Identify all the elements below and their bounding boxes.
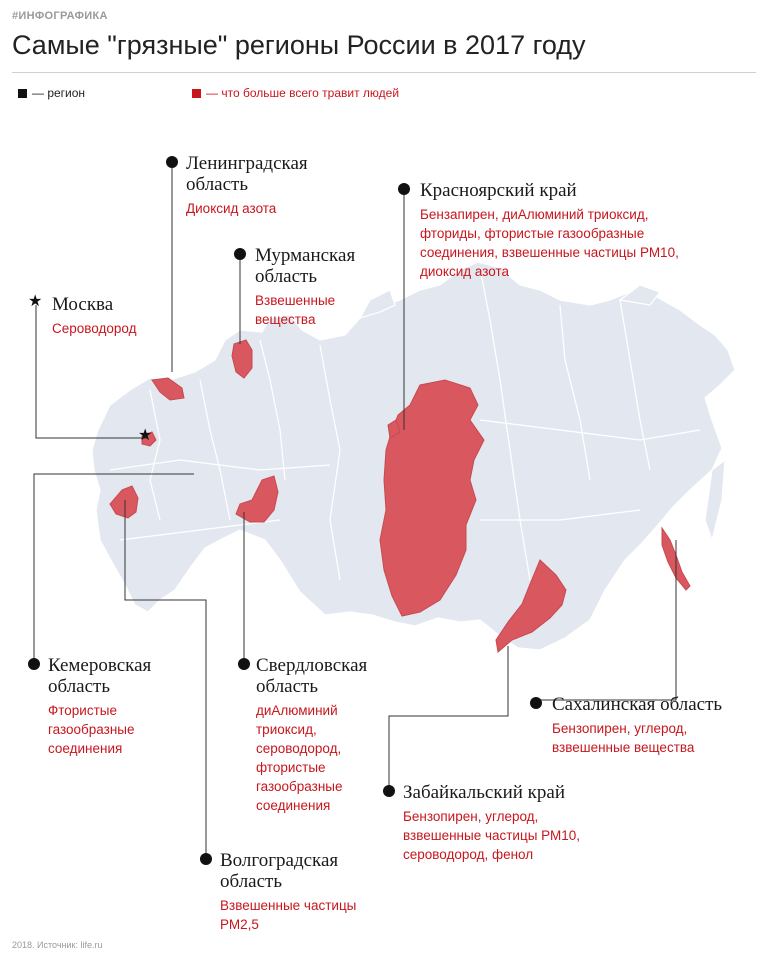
sakhalin-pollutant-line2: взвешенные вещества: [552, 740, 695, 755]
leningrad-marker-dot: [166, 156, 178, 168]
sverdlovsk-name-line1: Свердловская: [256, 655, 368, 676]
sakhalin-marker-dot: [530, 697, 542, 709]
kemerovo-pollutant-line2: газообразные: [48, 722, 135, 737]
krasnoyarsk-marker-dot: [398, 183, 410, 195]
callout-sakhalin: [552, 694, 722, 757]
volgograd-pollutant-line1: Взвешенные частицы: [220, 898, 357, 913]
callout-zabaikalsky: [403, 782, 580, 864]
sverdlovsk-marker-dot: [238, 658, 250, 670]
legend-pollutant-label: — что больше всего травит людей: [206, 86, 400, 100]
leningrad-name-line1: Ленинградская: [186, 153, 308, 174]
callout-leningrad: [186, 153, 308, 218]
sverdlovsk-pollutant-line4: фтористые: [256, 760, 326, 775]
moscow-pollutant: Сероводород: [52, 321, 137, 336]
murmansk-name-line1: Мурманская: [255, 245, 356, 266]
volgograd-marker-dot: [200, 853, 212, 865]
murmansk-name-line2: область: [255, 266, 318, 287]
sverdlovsk-pollutant-line1: диАлюминий: [256, 703, 338, 718]
infographic-tag: #ИНФОГРАФИКА: [12, 10, 108, 22]
sakhalin-pollutant-line1: Бензопирен, углерод,: [552, 721, 688, 736]
moscow-star-icon: ★: [138, 427, 153, 444]
sverdlovsk-name-line2: область: [256, 676, 319, 697]
zabaikalsky-marker-dot: [383, 785, 395, 797]
zabaikalsky-pollutant-line1: Бензопирен, углерод,: [403, 809, 539, 824]
sverdlovsk-pollutant-line6: соединения: [256, 798, 331, 813]
callout-murmansk: [255, 245, 355, 329]
callout-krasnoyarsk: [420, 180, 679, 281]
krasnoyarsk-pollutant-line1: Бензапирен, диАлюминий триоксид,: [420, 207, 649, 222]
kemerovo-name-line2: область: [48, 676, 111, 697]
leningrad-pollutant: Диоксид азота: [186, 201, 277, 216]
page-title: Самые "грязные" регионы России в 2017 году: [12, 30, 586, 60]
murmansk-marker-dot: [234, 248, 246, 260]
sakhalin-name: Сахалинская область: [552, 694, 723, 715]
moscow-name: Москва: [52, 294, 114, 315]
callout-moscow: [52, 294, 137, 338]
sverdlovsk-pollutant-line3: сероводород,: [256, 741, 342, 756]
murmansk-pollutant-line2: вещества: [255, 312, 316, 327]
callout-volgograd: [220, 850, 356, 934]
legend-region-label: — регион: [32, 86, 86, 100]
kemerovo-name-line1: Кемеровская: [48, 655, 152, 676]
kemerovo-pollutant-line3: соединения: [48, 741, 123, 756]
volgograd-name-line2: область: [220, 871, 283, 892]
murmansk-pollutant-line1: Взвешенные: [255, 293, 336, 308]
source-credit: 2018. Источник: life.ru: [12, 940, 103, 950]
krasnoyarsk-pollutant-line3: соединения, взвешенные частицы РМ10,: [420, 245, 679, 260]
zabaikalsky-pollutant-line3: сероводород, фенол: [403, 847, 534, 862]
callout-sverdlovsk: [256, 655, 367, 815]
krasnoyarsk-pollutant-line4: диоксид азота: [420, 264, 510, 279]
moscow-label-star-icon: ★: [28, 293, 43, 310]
kemerovo-pollutant-line1: Фтористые: [48, 703, 117, 718]
zabaikalsky-pollutant-line2: взвешенные частицы РМ10,: [403, 828, 581, 843]
zabaikalsky-name: Забайкальский край: [403, 782, 565, 803]
leningrad-name-line2: область: [186, 174, 249, 195]
krasnoyarsk-name: Красноярский край: [420, 180, 577, 201]
volgograd-pollutant-line2: РМ2,5: [220, 917, 259, 932]
sverdlovsk-pollutant-line5: газообразные: [256, 779, 343, 794]
volgograd-name-line1: Волгоградская: [220, 850, 339, 871]
kemerovo-marker-dot: [28, 658, 40, 670]
krasnoyarsk-pollutant-line2: фториды, фтористые газообразные: [420, 226, 645, 241]
sverdlovsk-pollutant-line2: триоксид,: [256, 722, 317, 737]
callout-kemerovo: [48, 655, 151, 758]
